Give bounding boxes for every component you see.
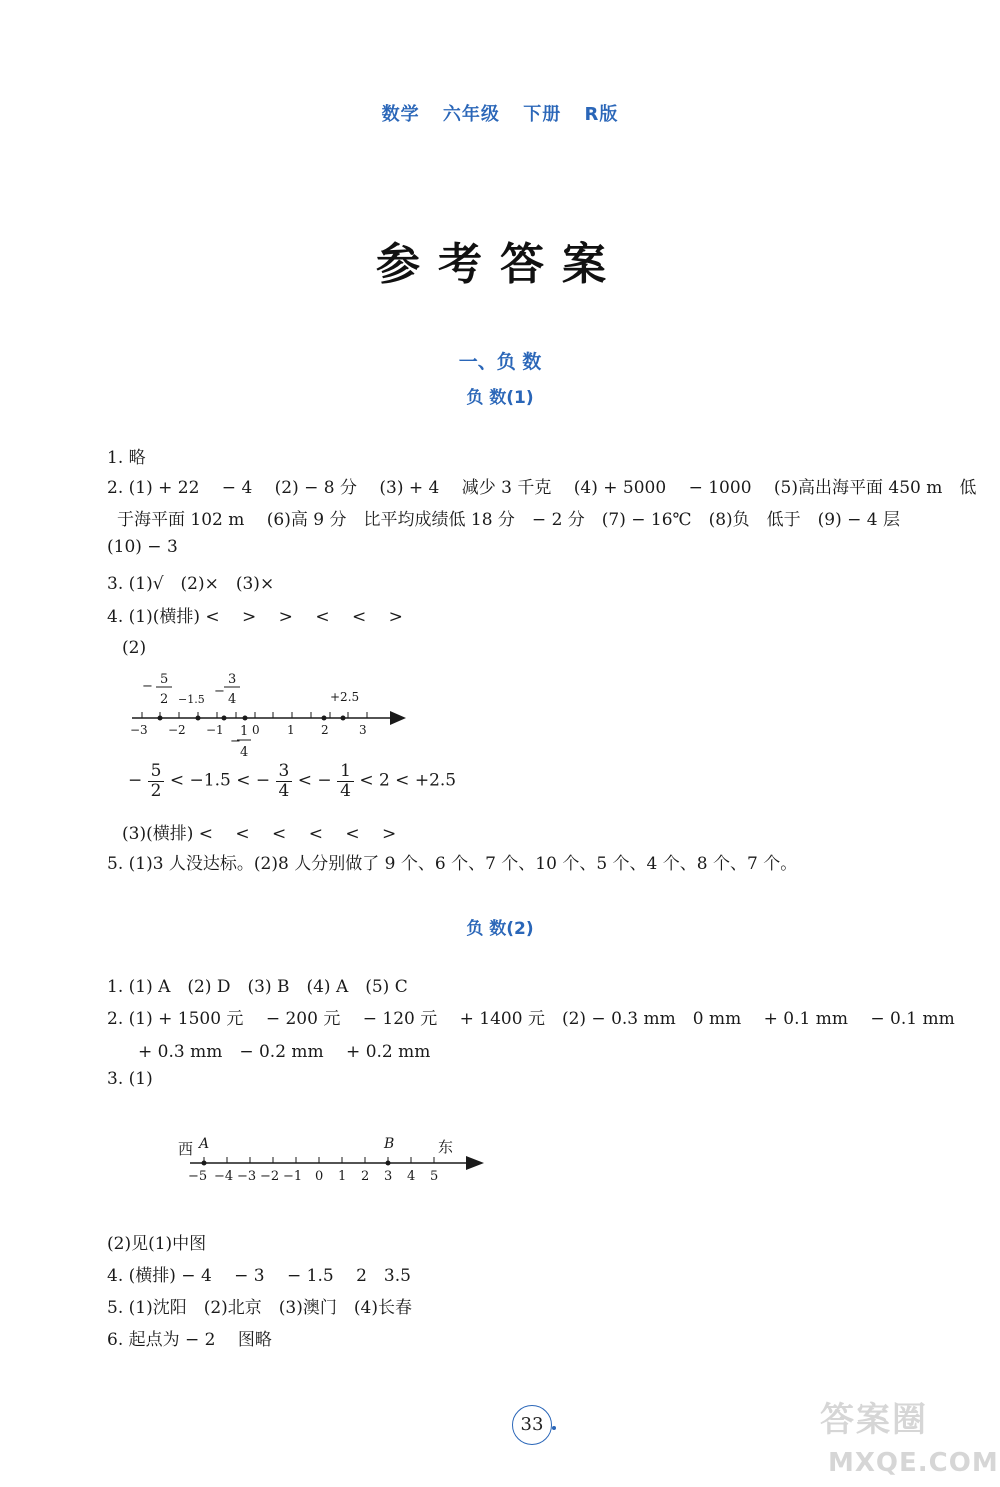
ordering-line [128,762,456,800]
answer-line: 于海平面 102 m (6)高 9 分 比平均成绩低 18 分 − 2 分 (7) − 16℃ (8)负 低于 (9) − 4 层 [117,510,901,530]
label-point-a: A [199,1136,210,1152]
number-line-2 [170,1128,500,1188]
tick-label: 0 [252,723,260,737]
tick-label: 1 [287,723,295,737]
subsection-heading-1: 负 数(1) [466,388,534,408]
tick-label: −2 [168,723,186,737]
answer-line: (3)(横排) < < < < < > [122,824,397,844]
tick-label: 2 [361,1169,370,1184]
header-edition: R版 [584,104,619,125]
ordering-text: < 2 < +2.5 [359,770,457,791]
page-number: 33 [512,1405,552,1445]
answer-line: 5. (1)3 人没达标。(2)8 人分别做了 9 个、6 个、7 个、10 个、5 个、4 个、8 个、7 个。 [107,854,798,874]
point-2-5 [341,716,346,721]
label-neg2: − [214,684,225,699]
point-2 [322,716,327,721]
label-bottom-den: 4 [240,745,249,760]
tick-label: 5 [430,1169,439,1184]
tick-label: −2 [260,1169,280,1184]
label-east: 东 [438,1138,454,1156]
fraction: $\frac{3}{4}$ [276,762,293,800]
answer-line: (10) − 3 [107,537,178,557]
fraction: $\frac{5}{2}$ [148,762,165,800]
answer-line: (2)见(1)中图 [107,1234,207,1254]
tick-label: −5 [188,1169,208,1184]
tick-label: −1 [206,723,224,737]
tick-label: 0 [315,1169,324,1184]
tick-label: 3 [384,1169,393,1184]
watermark-url: MXQE.COM [828,1448,999,1478]
page-number-dot [552,1426,556,1430]
answer-line: (2) [122,638,147,658]
answer-line: 4. (横排) − 4 − 3 − 1.5 2 3.5 [107,1266,411,1286]
header-grade: 六年级 [442,104,500,125]
ordering-sign: − [128,770,143,791]
label-plus25: +2.5 [330,690,360,704]
tick-label: −3 [130,723,148,737]
subsection-heading-2: 负 数(2) [466,919,534,939]
answer-line: 3. (1)√ (2)× (3)× [107,574,275,594]
point-neg-1-5 [196,716,201,721]
answer-line: 6. 起点为 − 2 图略 [107,1330,272,1350]
label-neg: − [142,679,153,694]
tick-label: 3 [359,723,367,737]
tick-label: −4 [214,1169,234,1184]
label-frac2-den: 4 [228,692,237,707]
tick-label: 1 [338,1169,347,1184]
tick-label: 4 [407,1169,416,1184]
answer-line: 1. (1) A (2) D (3) B (4) A (5) C [107,977,408,997]
tick-label: −1 [283,1169,303,1184]
ordering-text: < −1.5 < − [169,770,271,791]
answer-line: 2. (1) + 1500 元 − 200 元 − 120 元 + 1400 元 (2) − 0.3 mm 0 mm + 0.1 mm − 0.1 mm [107,1009,955,1029]
answer-line: 3. (1) [107,1069,153,1089]
ordering-text: < − [297,770,332,791]
label-frac1-den: 2 [160,692,169,707]
section-heading: 一、负 数 [458,351,542,373]
tick-label: 2 [321,723,329,737]
answer-line: 1. 略 [107,448,146,468]
label-frac2-num: 3 [228,672,237,687]
page-title: 参考答案 [376,239,624,290]
label-bottom-num: 1 [240,724,249,739]
label-dec: −1.5 [178,693,205,706]
point-neg-1-4 [243,716,248,721]
answer-line: + 0.3 mm − 0.2 mm + 0.2 mm [138,1042,431,1062]
number-line-1 [120,665,420,765]
label-point-b: B [384,1136,395,1152]
header-volume: 下册 [523,104,562,125]
point-b [386,1161,391,1166]
watermark-logo: 答案圈 [820,1400,928,1440]
point-neg-3-4 [222,716,227,721]
answer-line: 2. (1) + 22 − 4 (2) − 8 分 (3) + 4 减少 3 千克 (4) + 5000 − 1000 (5)高出海平面 450 m 低 [107,478,977,498]
label-frac1-num: 5 [160,672,169,687]
fraction: $\frac{1}{4}$ [337,762,354,800]
label-west: 西 [178,1140,194,1158]
header-subject: 数学 [381,104,420,125]
book-header [0,100,1000,126]
answer-line: 4. (1)(横排) < > > < < > [107,607,403,627]
tick-label: −3 [237,1169,257,1184]
point-neg-5-2 [158,716,163,721]
point-a [202,1161,207,1166]
answer-line: 5. (1)沈阳 (2)北京 (3)澳门 (4)长春 [107,1298,412,1318]
label-bottom-neg: − [230,734,241,749]
